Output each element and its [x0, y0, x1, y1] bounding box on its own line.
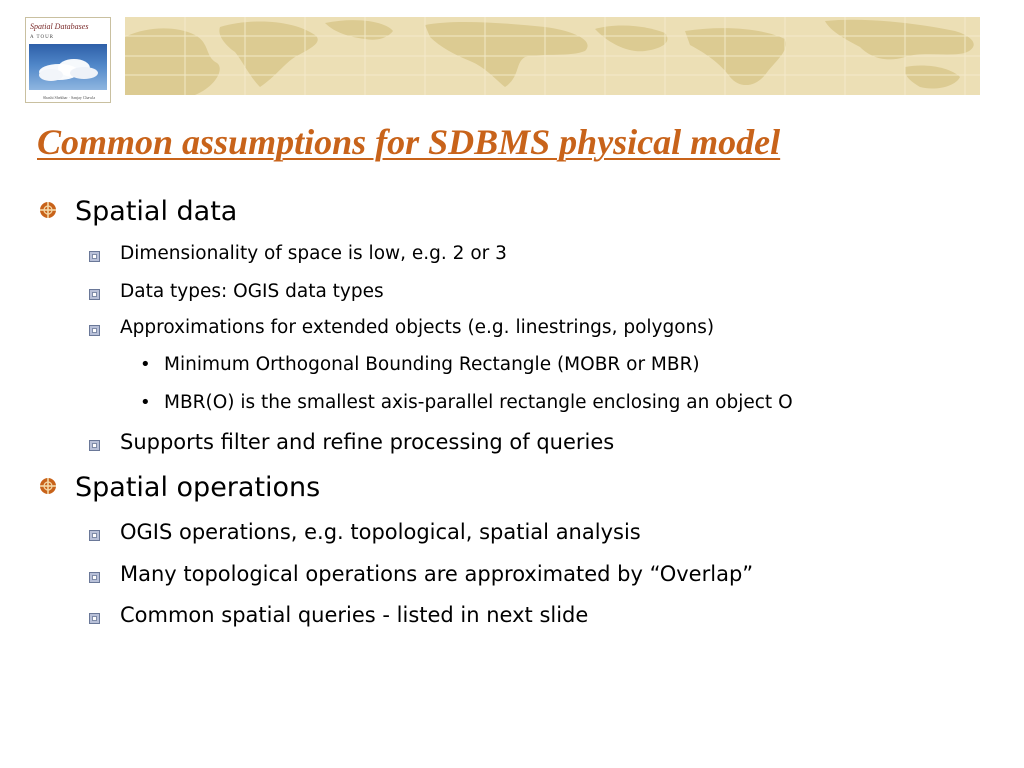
slide-title: Common assumptions for SDBMS physical model [37, 122, 781, 162]
bullet-item: Dimensionality of space is low, e.g. 2 or 3 [120, 243, 507, 264]
bullet-item: Approximations for extended objects (e.g. linestrings, polygons) [120, 317, 715, 338]
square-bullet-icon [89, 613, 100, 624]
bullet-item: Common spatial queries - listed in next slide [120, 603, 589, 627]
book-authors: Shashi Shekhar · Sanjay Chawla [42, 95, 96, 100]
square-bullet-icon [89, 440, 100, 451]
book-subtitle: A TOUR [30, 35, 55, 40]
cover-sky-image [29, 44, 107, 90]
square-bullet-icon [89, 251, 100, 262]
square-bullet-icon [89, 289, 100, 300]
bullet-item: Data types: OGIS data types [120, 281, 384, 302]
square-bullet-icon [89, 530, 100, 541]
compass-bullet-icon [39, 477, 57, 495]
bullet-item: Many topological operations are approximated by “Overlap” [120, 562, 754, 586]
compass-bullet-icon [39, 201, 57, 219]
sub-bullet-item: Minimum Orthogonal Bounding Rectangle (MOBR or MBR) [164, 354, 700, 375]
dot-bullet-icon: • [140, 354, 151, 375]
book-title: Spatial Databases [30, 22, 89, 31]
dot-bullet-icon: • [140, 392, 151, 413]
square-bullet-icon [89, 325, 100, 336]
book-cover-image [25, 17, 111, 103]
bullet-item: Supports filter and refine processing of queries [120, 430, 615, 454]
section-label-spatial-data: Spatial data [75, 196, 238, 227]
section-label-spatial-operations: Spatial operations [75, 472, 321, 503]
sub-bullet-item: MBR(O) is the smallest axis-parallel rectangle enclosing an object O [164, 392, 793, 413]
world-map-banner [125, 17, 980, 95]
square-bullet-icon [89, 572, 100, 583]
bullet-item: OGIS operations, e.g. topological, spatial analysis [120, 520, 641, 544]
